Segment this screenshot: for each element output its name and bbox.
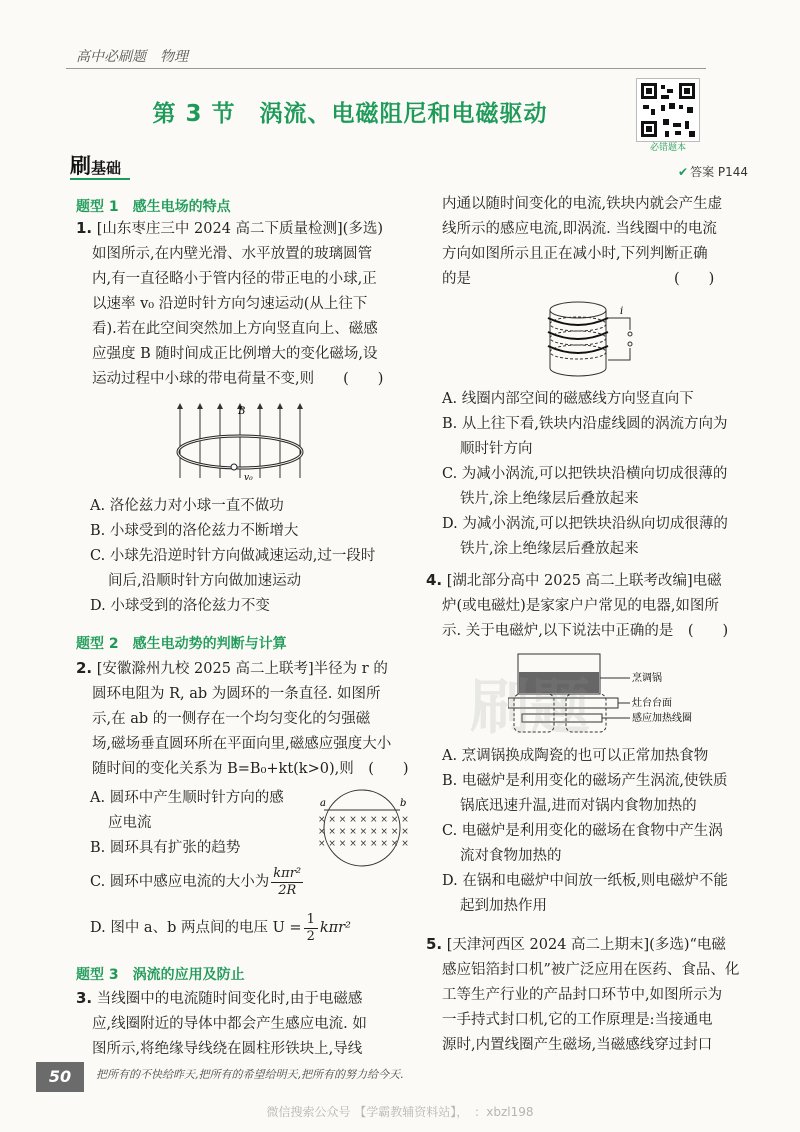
q3-option-d[interactable]: D. 为减小涡流,可以把铁块沿纵向切成很薄的 (442, 516, 728, 532)
running-header: 高中必刷题 物理 (76, 49, 188, 65)
svg-text:i: i (620, 306, 624, 317)
question-3-stem: 3. 当线圈中的电流随时间变化时,由于电磁感 应,线圈附近的导体中都会产生感应电流. 如 图所示,将绝缘导线绕在圆柱形铁块上,导线 (76, 989, 367, 1057)
check-icon: ✔ (678, 165, 689, 179)
q3-option-b[interactable]: B. 从上往下看,铁块内沿虚线圆的涡流方向为 (442, 416, 728, 432)
svg-text:烹调锅: 烹调锅 (632, 673, 662, 684)
svg-text:× × × × × × × × ×: × × × × × × × × × (318, 827, 409, 837)
svg-text:× × × × × × × × ×: × × × × × × × × × (318, 815, 409, 825)
question-4-options: A. 烹调锅换成陶瓷的也可以正常加热食物 B. 电磁炉是利用变化的磁场产生涡流,使铁质 锅底迅速升温,进而对锅内食物加热的 C. 电磁炉是利用变化的磁场在食物中产生涡 流对食物加热的 D. 在锅和电磁炉中间放一纸板,则电磁炉不能 起到加热作用 (442, 744, 762, 919)
q1-option-d[interactable]: D. 小球受到的洛伦兹力不变 (90, 598, 270, 614)
question-3-options: A. 线圈内部空间的磁感线方向竖直向下 B. 从上往下看,铁块内沿虚线圆的涡流方向为 顺时针方向 C. 为减小涡流,可以把铁块沿横向切成很薄的 铁片,涂上绝缘层后叠放起来 D. 为减小涡流,可以把铁块沿纵向切成很薄的 铁片,涂上绝缘层后叠放起来 (442, 387, 762, 562)
q1-option-a[interactable]: A. 洛伦兹力对小球一直不做功 (90, 498, 284, 514)
svg-text:× × × × × × × × ×: × × × × × × × × × (318, 839, 409, 849)
footer-watermark: 微信搜索公众号 【学霸教辅资料站】， ：xbzl198 (266, 1105, 534, 1119)
label-B: B (238, 406, 246, 417)
answer-reference[interactable]: ✔ 答案 P144 (678, 165, 749, 179)
q3-option-a[interactable]: A. 线圈内部空间的磁感线方向竖直向下 (442, 391, 694, 407)
q4-option-b[interactable]: B. 电磁炉是利用变化的磁场产生涡流,使铁质 (442, 773, 728, 789)
question-1-options: A. 洛伦兹力对小球一直不做功 B. 小球受到的洛伦兹力不断增大 C. 小球先沿逆时针方向做减速运动,过一段时 间后,沿顺时针方向做加速运动 D. 小球受到的洛伦兹力不变 (90, 494, 420, 619)
figure-coil-iron-block (540, 298, 660, 380)
svg-text:灶台台面: 灶台台面 (632, 698, 672, 709)
qr-code[interactable] (636, 78, 700, 142)
svg-text:a: a (320, 798, 326, 809)
q4-option-d[interactable]: D. 在锅和电磁炉中间放一纸板,则电磁炉不能 (442, 873, 728, 889)
section-title: 第 3 节 涡流、电磁阻尼和电磁驱动 (152, 101, 548, 127)
q1-option-c[interactable]: C. 小球先沿逆时针方向做减速运动,过一段时 (90, 548, 376, 564)
svg-text:b: b (400, 798, 407, 809)
question-4-stem: 4. [湖北部分高中 2025 高二上联考改编]电磁 炉(或电磁灶)是家家户户常见的电器,如图所 示. 关于电磁炉,以下说法中正确的是 ( ) (426, 571, 729, 639)
watermark-logo: 刷题 (470, 673, 590, 743)
q3-option-c[interactable]: C. 为减小涡流,可以把铁块沿横向切成很薄的 (442, 466, 728, 482)
figure-ring-magnetic-field (168, 400, 328, 482)
q2-option-a[interactable]: A. 圆环中产生顺时针方向的感 (90, 790, 284, 806)
q2-option-d[interactable]: D. 图中 a、b 两点间的电压 U = $\frac{1}{2}$ kπr² (90, 912, 351, 944)
q1-option-b[interactable]: B. 小球受到的洛伦兹力不断增大 (90, 523, 299, 539)
type2-heading: 题型 2 感生电动势的判断与计算 (76, 636, 287, 652)
q4-option-c[interactable]: C. 电磁炉是利用变化的磁场在食物中产生涡 (442, 823, 723, 839)
q2-option-c[interactable]: C. 圆环中感应电流的大小为 kπr² 2R (90, 866, 302, 898)
question-1-stem: 1. [山东枣庄三中 2024 高二下质量检测](多选) 如图所示,在内壁光滑、水平放置的玻璃圆管 内,有一直径略小于管内径的带正电的小球,正 以速率 v₀ 沿逆时针方向匀速运动(从上往下 看).若在此空间突然加上方向竖直向上、磁感 应强度 B 随时间成正比例增大的变化磁场,设 运动过程中小球的带电荷量不变,则 ( ) (76, 219, 384, 387)
badge-underline (70, 178, 130, 180)
basic-badge: 刷基础 (70, 154, 122, 178)
q4-option-a[interactable]: A. 烹调锅换成陶瓷的也可以正常加热食物 (442, 748, 709, 764)
question-5-stem: 5. [天津河西区 2024 高二上期末](多选)“电磁 感应铝箔封口机”被广泛应用在医药、食品、化 工等生产行业的产品封口环节中,如图所示为 一手持式封口机,它的工作原理是:当接通电 源时,内置线圈产生磁场,当磁感线穿过封口 (426, 935, 740, 1053)
footer-motto: 把所有的不快给昨天,把所有的希望给明天,把所有的努力给今天. (96, 1068, 404, 1081)
header-divider (66, 68, 706, 69)
question-2-stem: 2. [安徽滁州九校 2025 高二上联考]半径为 r 的 圆环电阻为 R, ab 为圆环的一条直径. 如图所 示,在 ab 的一侧存在一个均匀变化的匀强磁 场,磁场垂直圆环所在平面向里,磁感应强度大小 随时间的变化关系为 B=B₀+kt(k>0),则 ( ) (76, 659, 409, 777)
label-v0: v₀ (244, 473, 253, 482)
type1-heading: 题型 1 感生电场的特点 (76, 199, 231, 215)
page-number: 50 (36, 1062, 84, 1092)
qr-label: 必错题本 (649, 143, 686, 153)
svg-text:感应加热线圈: 感应加热线圈 (632, 713, 692, 724)
question-2-options: A. 圆环中产生顺时针方向的感 应电流 B. 圆环具有扩张的趋势 (90, 786, 330, 861)
figure-ring-half-field (316, 782, 410, 874)
question-3-continued: 内通以随时间变化的电流,铁块内就会产生虚 线所示的感应电流,即涡流. 当线圈中的电流 方向如图所示且正在减小时,下列判断正确 的是 ( ) (442, 196, 723, 287)
type3-heading: 题型 3 涡流的应用及防止 (76, 967, 245, 983)
q2-option-b[interactable]: B. 圆环具有扩张的趋势 (90, 840, 241, 856)
